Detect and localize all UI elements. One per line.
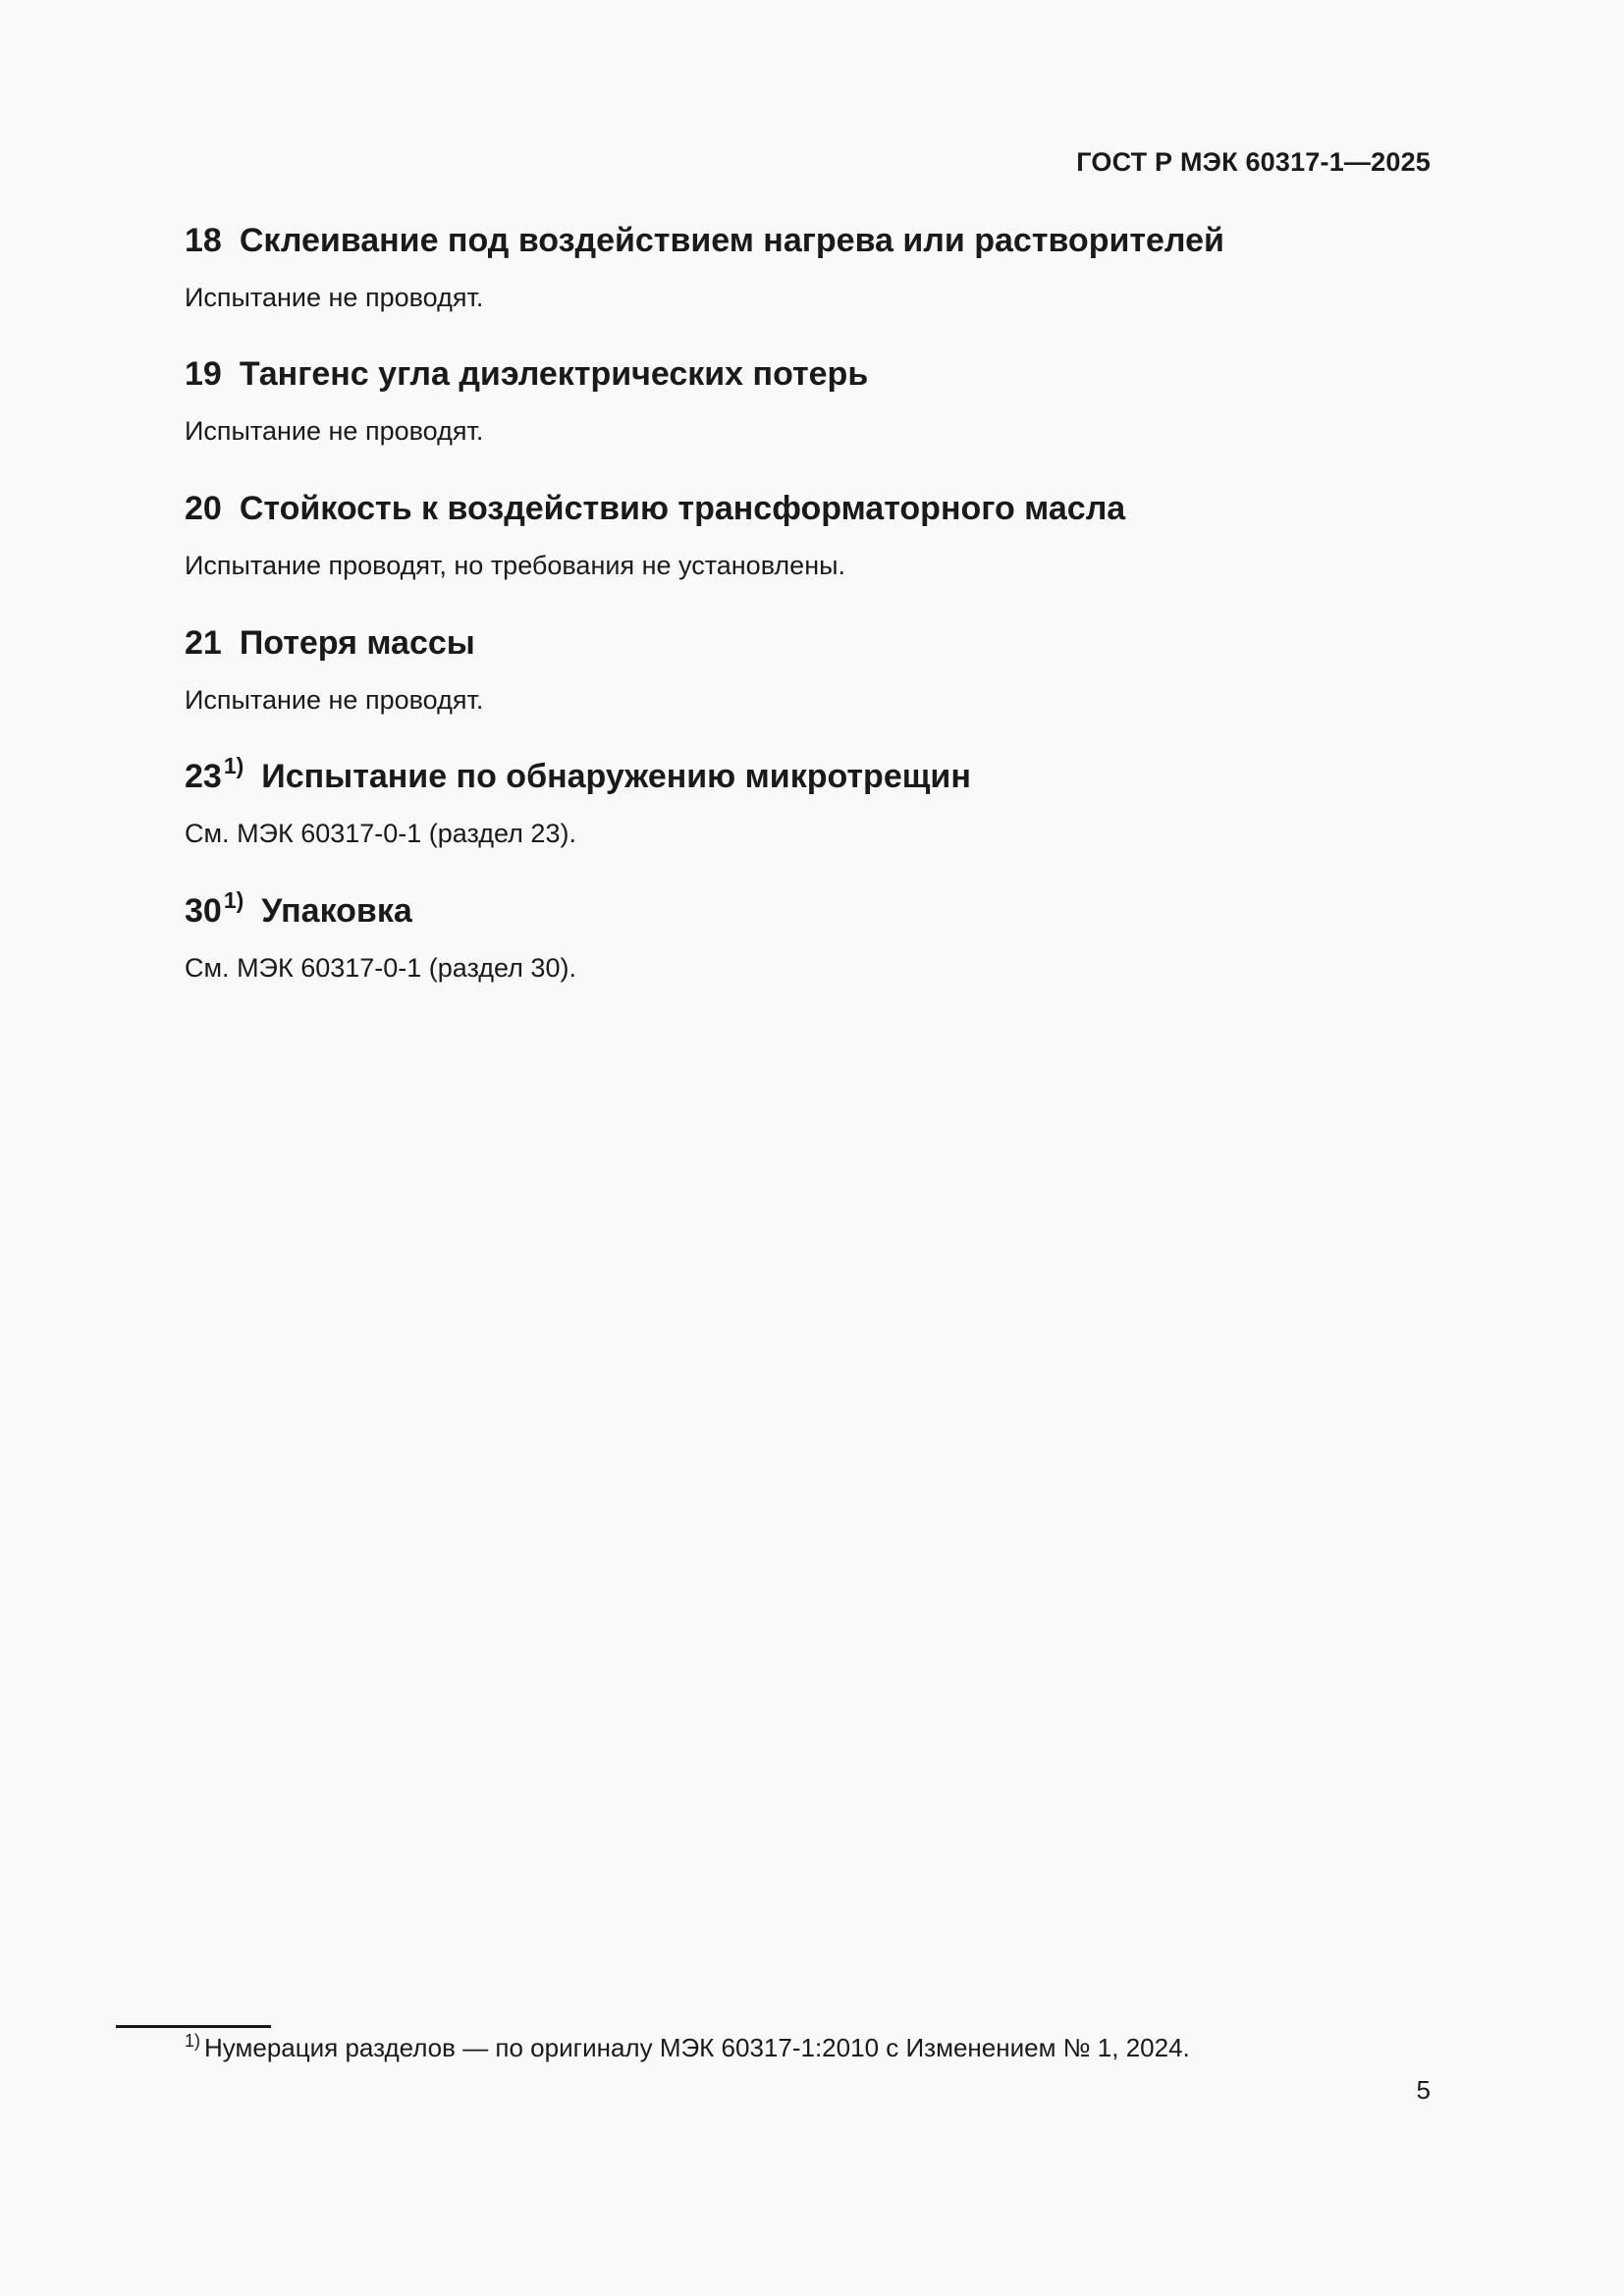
page-number: 5 [1416,2075,1431,2105]
section-number: 20 [185,490,222,527]
document-code: ГОСТ Р МЭК 60317-1—2025 [1076,147,1431,177]
footnote-ref: 1) [223,753,244,778]
section-heading [185,623,1432,663]
section-title: Склеивание под воздействием нагрева или растворителей [239,222,1224,259]
section-number-value: 30 [185,892,222,930]
section-heading [185,489,1432,528]
section-30 [185,887,1432,984]
section-text: См. МЭК 60317-0-1 (раздел 23). [185,819,576,848]
section-title: Тангенс угла диэлектрических потерь [239,355,869,393]
section-title: Стойкость к воздействию трансформаторного масла [239,490,1126,527]
footnote-ref: 1) [223,887,244,913]
section-title: Потеря массы [239,624,475,662]
section-text: Испытание не проводят. [185,416,484,446]
section-heading [185,354,1432,394]
section-18 [185,221,1432,313]
footnote-divider [116,2025,271,2028]
section-19 [185,354,1432,447]
section-number: 19 [185,355,222,393]
section-21 [185,623,1432,716]
section-number: 21 [185,624,222,662]
section-number: 18 [185,222,222,259]
section-title: Упаковка [261,892,412,930]
section-heading [185,221,1432,260]
section-number [185,887,244,931]
section-number-value: 23 [185,758,222,795]
section-text: Испытание не проводят. [185,685,484,715]
section-20 [185,489,1432,581]
footnote-text: Нумерация разделов — по оригиналу МЭК 60317-1:2010 с Изменением № 1, 2024. [204,2033,1190,2062]
section-23 [185,753,1432,849]
section-number [185,753,244,796]
footnote [185,2032,1190,2063]
section-text: Испытание проводят, но требования не установлены. [185,551,846,580]
section-text: См. МЭК 60317-0-1 (раздел 30). [185,953,576,983]
section-text: Испытание не проводят. [185,283,484,312]
section-heading [185,753,1432,796]
section-title: Испытание по обнаружению микротрещин [261,758,971,795]
footnote-marker: 1) [185,2031,201,2051]
section-heading [185,887,1432,931]
